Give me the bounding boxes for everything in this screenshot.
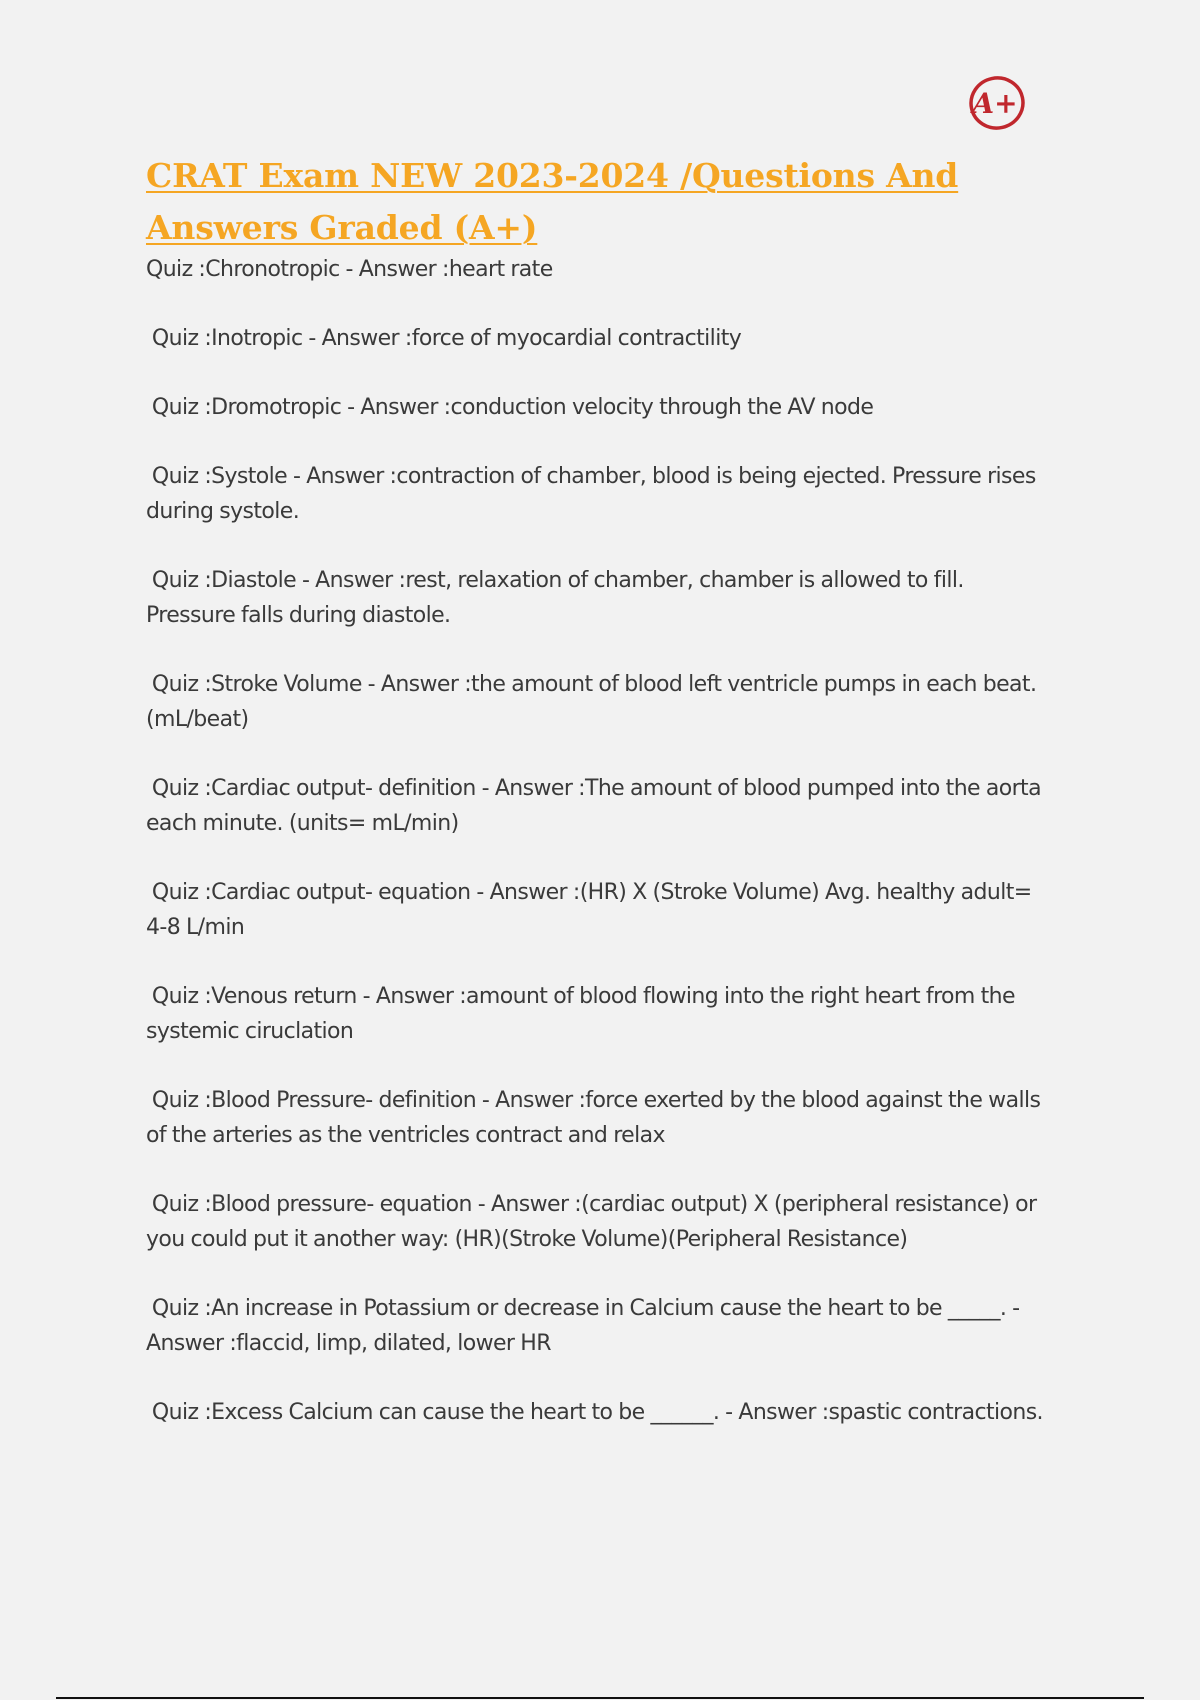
qa-item: Quiz :Systole - Answer :contraction of chamber, blood is being ejected. Pressure rises during systole. [146, 464, 1036, 524]
qa-item: Quiz :Diastole - Answer :rest, relaxation of chamber, chamber is allowed to fill. Pressure falls during diastole. [146, 568, 964, 628]
footer-divider [56, 1697, 1144, 1699]
qa-item: Quiz :Blood Pressure- definition - Answer :force exerted by the blood against the walls of the arteries as the ventricles contract and relax [146, 1088, 1041, 1148]
qa-item: Quiz :Chronotropic - Answer :heart rate [146, 257, 553, 282]
qa-item: Quiz :Inotropic - Answer :force of myocardial contractility [151, 326, 742, 351]
qa-item: Quiz :Dromotropic - Answer :conduction velocity through the AV node [151, 395, 874, 420]
grade-badge-label: A+ [972, 87, 1018, 120]
qa-item: Quiz :Blood pressure- equation - Answer :(cardiac output) X (peripheral resistance) or you could put it another way: (HR)(Stroke Volume)(Peripheral Resistance) [146, 1192, 1037, 1252]
qa-item: Quiz :Excess Calcium can cause the heart to be ______. - Answer :spastic contractions. [151, 1400, 1043, 1425]
qa-item: Quiz :Cardiac output- equation - Answer :(HR) X (Stroke Volume) Avg. healthy adult= 4-8 L/min [146, 880, 1032, 940]
qa-item: Quiz :Stroke Volume - Answer :the amount of blood left ventricle pumps in each beat. (mL/beat) [146, 672, 1037, 732]
document-body [146, 150, 1046, 1464]
document-title: CRAT Exam NEW 2023-2024 /Questions And Answers Graded (A+) [146, 156, 959, 247]
qa-item: Quiz :An increase in Potassium or decrease in Calcium cause the heart to be _____. - Answer :flaccid, limp, dilated, lower HR [146, 1296, 1020, 1356]
grade-badge-icon [968, 74, 1026, 132]
qa-item: Quiz :Cardiac output- definition - Answer :The amount of blood pumped into the aorta each minute. (units= mL/min) [146, 776, 1041, 836]
qa-item: Quiz :Venous return - Answer :amount of blood flowing into the right heart from the systemic ciruclation [146, 984, 1015, 1044]
qa-list [146, 252, 1046, 1430]
